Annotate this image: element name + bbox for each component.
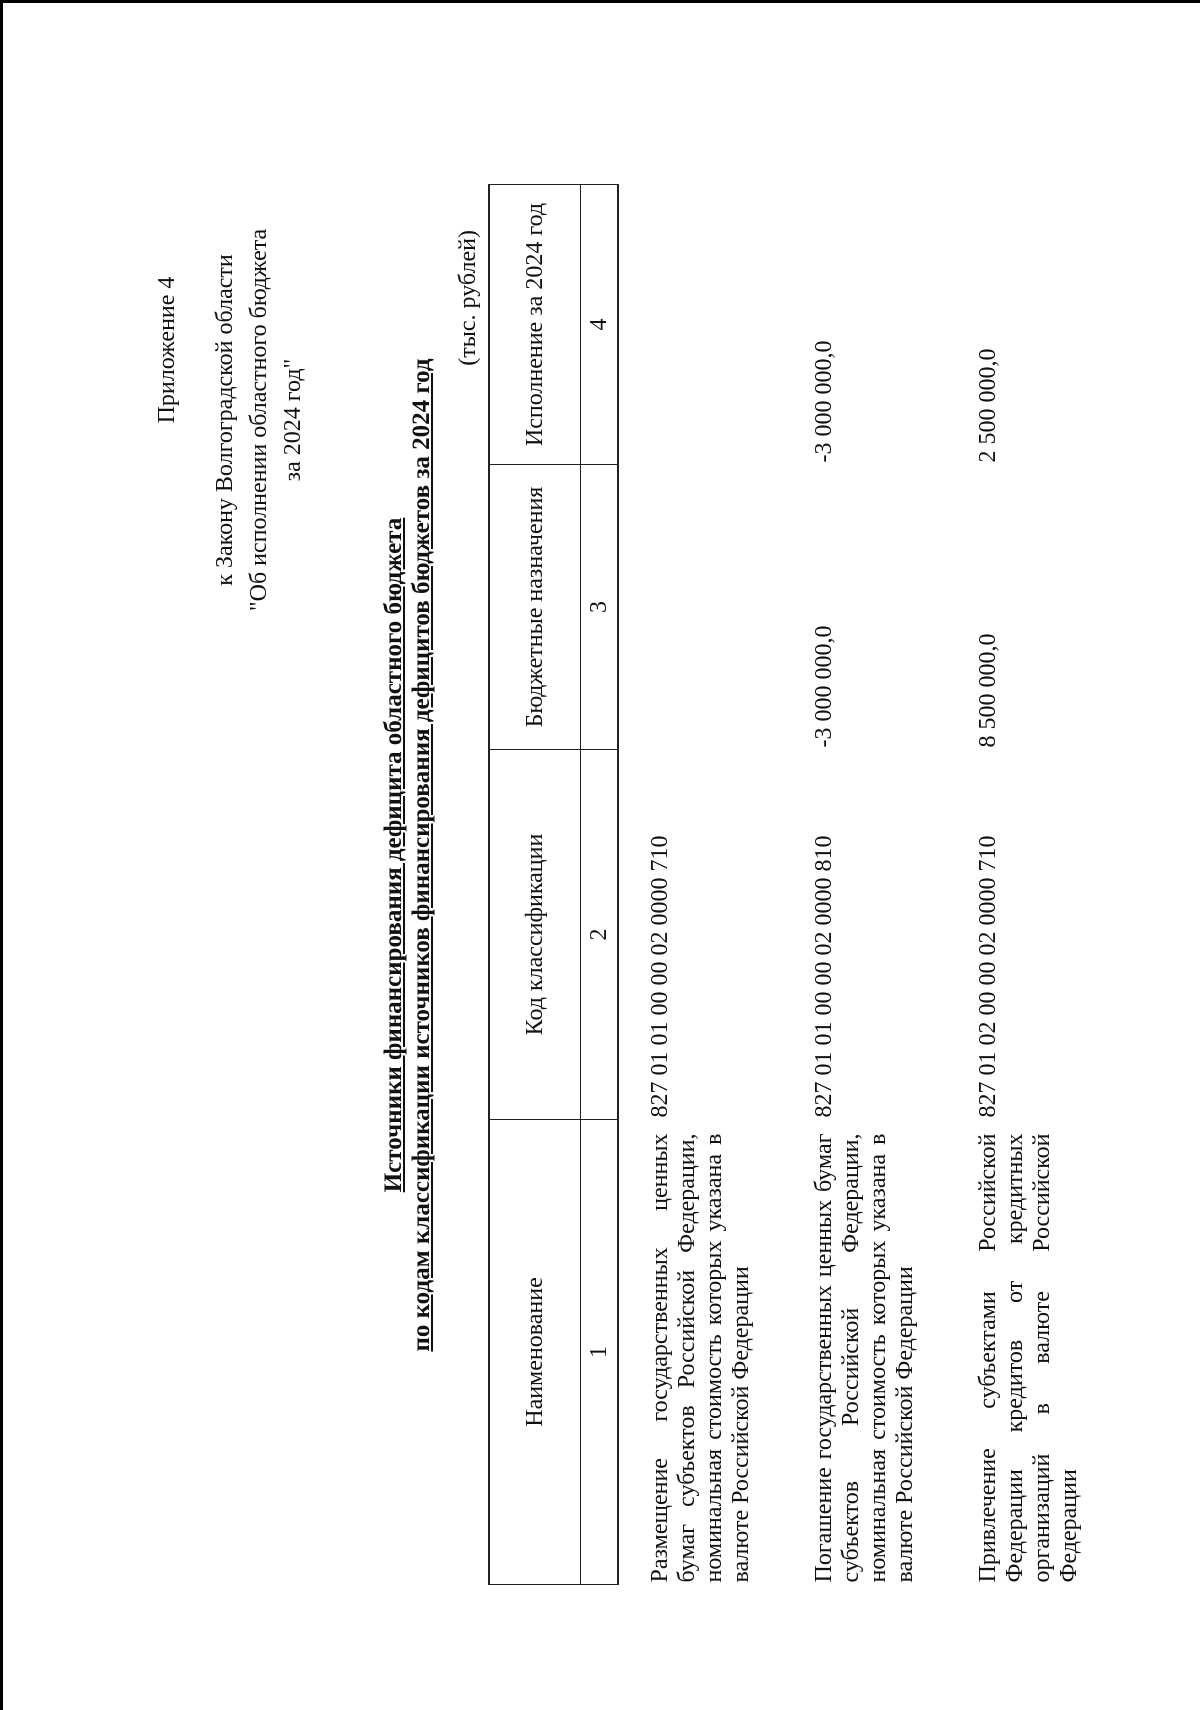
row-code: 827 01 02 00 00 02 0000 710 — [975, 835, 1001, 1118]
row-code: 827 01 01 00 00 02 0000 710 — [647, 835, 673, 1118]
header-execution: Исполнение за 2024 год — [489, 185, 581, 465]
law-line-3: за 2024 год" — [280, 358, 306, 482]
row-name: Размещение государственных ценных бумаг субъектов Российской Федерации, номинальная стоимость которых указана в валюте Российской Федерации — [647, 1133, 754, 1583]
column-number: 3 — [581, 465, 619, 750]
row-execution — [618, 185, 775, 465]
table-row — [775, 185, 939, 1585]
column-number: 2 — [581, 750, 619, 1120]
column-number-row — [581, 185, 619, 1585]
document-title — [380, 0, 436, 1710]
table-row — [618, 185, 775, 1585]
title-line-1: Источники финансирования дефицита областного бюджета — [380, 517, 407, 1193]
row-budget: 8 500 000,0 — [975, 633, 1001, 748]
row-budget — [618, 465, 775, 750]
header-budget: Бюджетные назначения — [489, 465, 581, 750]
row-execution: 2 500 000,0 — [975, 348, 1001, 463]
financing-sources-table — [488, 184, 1103, 1585]
row-name: Погашение государственных ценных бумаг субъектов Российской Федерации, номинальная стоимость которых указана в валюте Российской Федерации — [811, 1133, 918, 1583]
table-row — [939, 185, 1103, 1585]
appendix-label: Приложение 4 — [154, 276, 180, 424]
units-label: (тыс. рублей) — [455, 230, 481, 366]
row-code: 827 01 01 00 00 02 0000 810 — [811, 835, 837, 1118]
law-line-1: к Закону Волгоградской области — [212, 254, 238, 586]
header-name: Наименование — [489, 1120, 581, 1585]
row-execution: -3 000 000,0 — [811, 340, 837, 463]
title-line-2: по кодам классификации источников финансирования дефицитов бюджетов за 2024 год — [408, 358, 435, 1352]
appendix-header — [150, 110, 310, 1710]
law-reference — [208, 170, 310, 670]
row-budget: -3 000 000,0 — [811, 625, 837, 748]
column-number: 4 — [581, 185, 619, 465]
row-name: Привлечение субъектами Российской Федерации кредитов от кредитных организаций в валюте Российской Федерации — [975, 1133, 1082, 1583]
table-header-row — [489, 185, 581, 1585]
column-number: 1 — [581, 1120, 619, 1585]
law-line-2: "Об исполнении областного бюджета — [246, 228, 272, 612]
header-code: Код классификации — [489, 750, 581, 1120]
